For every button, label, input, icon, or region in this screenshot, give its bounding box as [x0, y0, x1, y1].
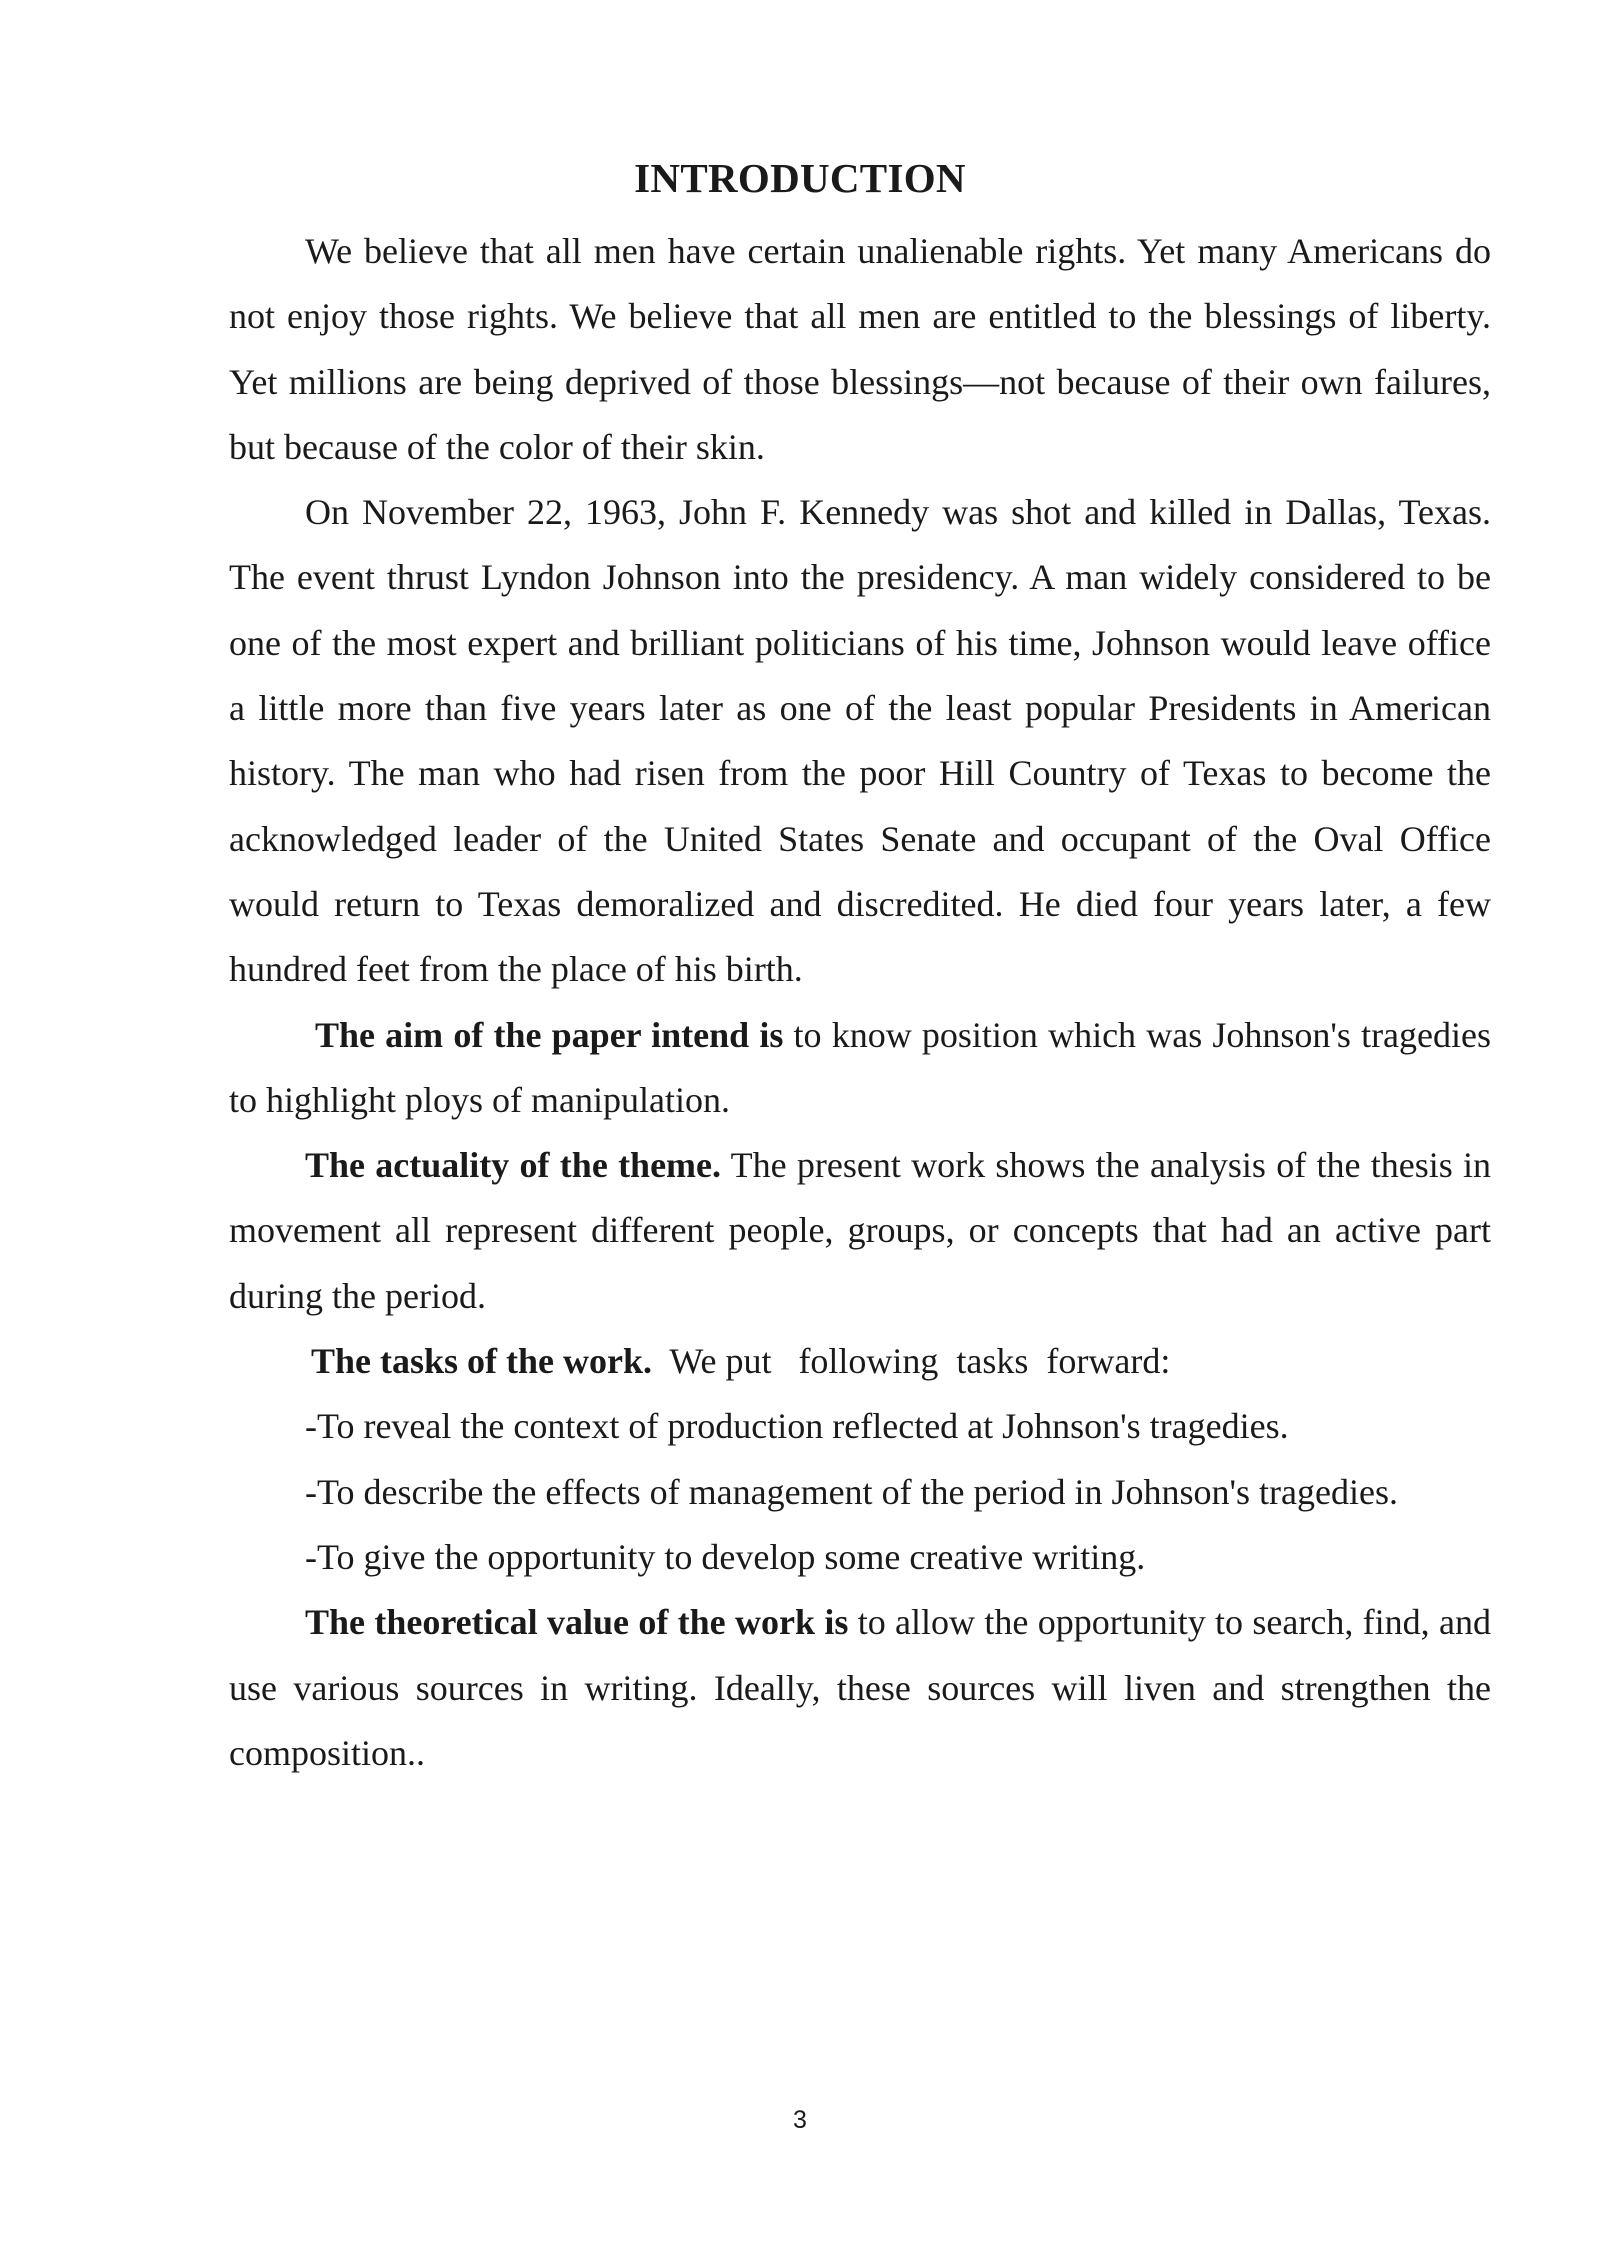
paragraph-aim [229, 1003, 1491, 1134]
aim-label: The aim of the paper intend is [315, 1014, 784, 1055]
actuality-label: The actuality of the theme. [305, 1145, 722, 1186]
theoretical-label: The theoretical value of the work is [305, 1602, 849, 1643]
task-item: -To give the opportunity to develop some creative writing. [305, 1536, 1146, 1577]
actuality-text: The present work shows the analysis of the thesis in movement all represent different people, groups, or concepts that had an active part during the period. [229, 1145, 1491, 1316]
aim-text: to know position which was Johnson's tragedies to highlight ploys of manipulation. [229, 1014, 1492, 1120]
page-title: INTRODUCTION [634, 155, 966, 201]
paragraph-rights: We believe that all men have certain unalienable rights. Yet many Americans do not enjoy those rights. We believe that all men are entitled to the blessings of liberty. Yet millions are being deprived of those blessings—not because of their own failures, but because of the color of their skin. [229, 231, 1491, 467]
tasks-label: The tasks of the work. [311, 1341, 653, 1382]
task-item: -To describe the effects of management of the period in Johnson's tragedies. [305, 1471, 1398, 1512]
body-text [229, 219, 1491, 1786]
paragraph-tasks [229, 1329, 1491, 1394]
theoretical-text: to allow the opportunity to search, find, and use various sources in writing. Ideally, these sources will liven and strengthen the composition.. [229, 1602, 1491, 1773]
paragraph-actuality [229, 1133, 1491, 1329]
task-item: -To reveal the context of production reflected at Johnson's tragedies. [305, 1406, 1289, 1447]
paragraph-theoretical [229, 1590, 1491, 1786]
page-number: 3 [793, 2106, 807, 2134]
paragraph-kennedy-johnson: On November 22, 1963, John F. Kennedy was shot and killed in Dallas, Texas. The event thrust Lyndon Johnson into the presidency. A man widely considered to be one of the most expert and brilliant politicians of his time, Johnson would leave office a little more than five years later as one of the least popular Presidents in American history. The man who had risen from the poor Hill Country of Texas to become the acknowledged leader of the United States Senate and occupant of the Oval Office would return to Texas demoralized and discredited. He died four years later, a few hundred feet from the place of his birth. [229, 492, 1491, 990]
tasks-text: We put following tasks forward: [652, 1341, 1171, 1382]
